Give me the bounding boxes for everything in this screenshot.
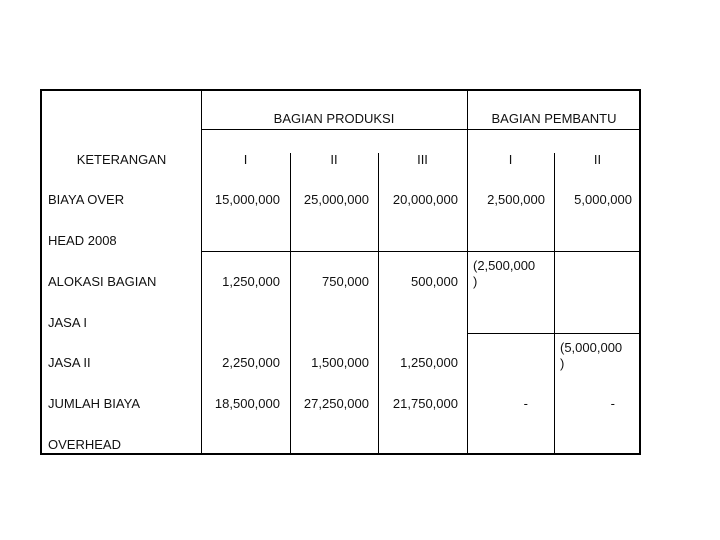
col-divider-label [201, 91, 202, 453]
col-header-produksi-1: I [243, 152, 248, 167]
overhead-allocation-table [40, 89, 641, 455]
col-header-pembantu-2: II [593, 152, 602, 167]
row-label-biaya-overhead: BIAYA OVER [48, 192, 125, 207]
total-prod-1: 18,500,000 [214, 396, 280, 411]
row-label-jasa-2: JASA II [48, 355, 91, 370]
value-alokasi2-pembantu-2: (5,000,000 ) [560, 340, 623, 371]
value-alokasi1-pembantu-1: (2,500,000 ) [473, 258, 536, 289]
col-divider-pembantu [554, 153, 555, 453]
col-header-produksi-2: II [330, 152, 338, 167]
header-group-rule [201, 129, 639, 130]
value-biaya-prod-1: 15,000,000 [214, 192, 280, 207]
row-label-alokasi-jasa-1: ALOKASI BAGIAN [48, 274, 157, 289]
col-header-pembantu-1: I [508, 152, 513, 167]
value-alokasi2-prod-3: 1,250,000 [400, 355, 458, 370]
value-alokasi2-prod-1: 2,250,000 [222, 355, 280, 370]
value-alokasi1-prod-3: 500,000 [411, 274, 458, 289]
keterangan-header: KETERANGAN [76, 152, 167, 167]
row-rule-1 [201, 251, 639, 252]
group-header-pembantu: BAGIAN PEMBANTU [491, 111, 617, 126]
col-header-produksi-3: III [417, 152, 428, 167]
row-label-jumlah-biaya-cont: OVERHEAD [48, 437, 121, 452]
col-divider-prod-1 [290, 153, 291, 453]
value-biaya-prod-3: 20,000,000 [392, 192, 458, 207]
total-pembantu-2: - [610, 396, 615, 411]
total-prod-3: 21,750,000 [392, 396, 458, 411]
value-alokasi2-prod-2: 1,500,000 [311, 355, 369, 370]
row-label-jumlah-biaya: JUMLAH BIAYA [48, 396, 140, 411]
value-biaya-prod-2: 25,000,000 [303, 192, 369, 207]
col-divider-group [467, 91, 468, 453]
col-divider-prod-2 [378, 153, 379, 453]
total-pembantu-1: - [523, 396, 528, 411]
value-alokasi1-prod-1: 1,250,000 [222, 274, 280, 289]
total-prod-2: 27,250,000 [303, 396, 369, 411]
group-header-produksi: BAGIAN PRODUKSI [273, 111, 395, 126]
row-label-biaya-overhead-cont: HEAD 2008 [48, 233, 117, 248]
value-alokasi1-prod-2: 750,000 [322, 274, 369, 289]
row-label-alokasi-jasa-1-cont: JASA I [48, 315, 88, 330]
value-biaya-pembantu-1: 2,500,000 [487, 192, 545, 207]
value-biaya-pembantu-2: 5,000,000 [574, 192, 632, 207]
row-rule-2 [467, 333, 639, 334]
